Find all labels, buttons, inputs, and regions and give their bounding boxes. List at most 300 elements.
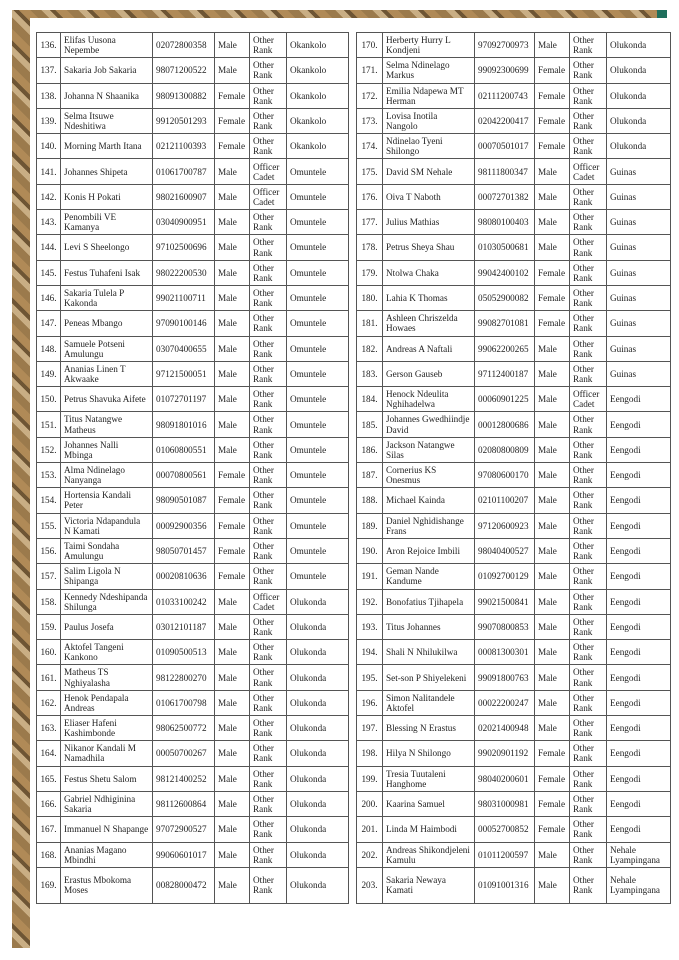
table-row	[37, 614, 349, 639]
gender-cell: Male	[535, 210, 570, 235]
row-number-cell: 149.	[37, 361, 61, 386]
rank-cell: Other Rank	[250, 791, 287, 816]
row-number-cell: 154.	[37, 488, 61, 513]
recruit-name-cell: Titus Natangwe Matheus	[61, 412, 153, 437]
recruit-name-cell: Emilia Ndapewa MT Herman	[383, 83, 475, 108]
station-cell: Eengodi	[607, 614, 671, 639]
station-cell: Olukonda	[287, 716, 349, 741]
recruit-name-cell: Cornerius KS Onesmus	[383, 463, 475, 488]
table-row	[37, 336, 349, 361]
recruit-name-cell: Levi S Sheelongo	[61, 235, 153, 260]
id-number-cell: 01090500513	[153, 640, 215, 665]
rank-cell: Other Rank	[250, 437, 287, 462]
row-number-cell: 183.	[357, 361, 383, 386]
row-number-cell: 189.	[357, 513, 383, 538]
id-number-cell: 00092900356	[153, 513, 215, 538]
id-number-cell: 99020901192	[475, 741, 535, 766]
gender-cell: Female	[215, 83, 250, 108]
station-cell: Guinas	[607, 210, 671, 235]
id-number-cell: 98062500772	[153, 716, 215, 741]
table-row	[37, 463, 349, 488]
id-number-cell: 03012101187	[153, 614, 215, 639]
table-row	[37, 690, 349, 715]
station-cell: Omuntele	[287, 260, 349, 285]
station-cell: Nehale Lyampingana	[607, 867, 671, 903]
station-cell: Omuntele	[287, 513, 349, 538]
station-cell: Guinas	[607, 361, 671, 386]
gender-cell: Female	[535, 108, 570, 133]
row-number-cell: 182.	[357, 336, 383, 361]
table-row	[357, 108, 671, 133]
gender-cell: Female	[535, 311, 570, 336]
station-cell: Eengodi	[607, 564, 671, 589]
table-row	[37, 589, 349, 614]
rank-cell: Other Rank	[570, 513, 607, 538]
recruit-name-cell: Ashleen Chriszelda Howaes	[383, 311, 475, 336]
row-number-cell: 159.	[37, 614, 61, 639]
id-number-cell: 00070800561	[153, 463, 215, 488]
table-row	[357, 741, 671, 766]
gender-cell: Male	[535, 488, 570, 513]
gender-cell: Male	[535, 867, 570, 903]
station-cell: Guinas	[607, 260, 671, 285]
row-number-cell: 171.	[357, 58, 383, 83]
gender-cell: Male	[535, 640, 570, 665]
station-cell: Olukonda	[287, 867, 349, 903]
station-cell: Olukonda	[287, 665, 349, 690]
id-number-cell: 97072900527	[153, 817, 215, 842]
row-number-cell: 137.	[37, 58, 61, 83]
row-number-cell: 203.	[357, 867, 383, 903]
rank-cell: Other Rank	[250, 108, 287, 133]
gender-cell: Male	[535, 159, 570, 184]
rank-cell: Other Rank	[250, 513, 287, 538]
row-number-cell: 192.	[357, 589, 383, 614]
recruit-name-cell: Matheus TS Nghiyalasha	[61, 665, 153, 690]
rank-cell: Other Rank	[570, 361, 607, 386]
rank-cell: Other Rank	[250, 387, 287, 412]
station-cell: Olukonda	[287, 766, 349, 791]
id-number-cell: 97112400187	[475, 361, 535, 386]
rank-cell: Other Rank	[570, 665, 607, 690]
recruit-table-right-body	[357, 33, 671, 904]
gender-cell: Male	[535, 361, 570, 386]
table-row	[37, 311, 349, 336]
rank-cell: Other Rank	[570, 134, 607, 159]
recruit-name-cell: Peneas Mbango	[61, 311, 153, 336]
recruit-name-cell: Simon Nalitandele Aktofel	[383, 690, 475, 715]
recruit-name-cell: Henock Ndeulita Nghihadelwa	[383, 387, 475, 412]
station-cell: Guinas	[607, 159, 671, 184]
id-number-cell: 99082701081	[475, 311, 535, 336]
gender-cell: Female	[535, 58, 570, 83]
row-number-cell: 161.	[37, 665, 61, 690]
row-number-cell: 151.	[37, 412, 61, 437]
rank-cell: Other Rank	[250, 58, 287, 83]
gender-cell: Male	[215, 336, 250, 361]
rank-cell: Other Rank	[570, 766, 607, 791]
table-row	[357, 83, 671, 108]
table-row	[37, 361, 349, 386]
rank-cell: Other Rank	[570, 83, 607, 108]
row-number-cell: 201.	[357, 817, 383, 842]
id-number-cell: 97120600923	[475, 513, 535, 538]
gender-cell: Male	[535, 336, 570, 361]
id-number-cell: 98040400527	[475, 538, 535, 563]
station-cell: Omuntele	[287, 387, 349, 412]
row-number-cell: 145.	[37, 260, 61, 285]
rank-cell: Other Rank	[250, 488, 287, 513]
table-row	[357, 285, 671, 310]
rank-cell: Other Rank	[570, 791, 607, 816]
gender-cell: Male	[535, 387, 570, 412]
id-number-cell: 00022200247	[475, 690, 535, 715]
recruit-name-cell: Ndinelao Tyeni Shilongo	[383, 134, 475, 159]
gender-cell: Male	[215, 817, 250, 842]
row-number-cell: 165.	[37, 766, 61, 791]
table-row	[37, 108, 349, 133]
row-number-cell: 175.	[357, 159, 383, 184]
gender-cell: Female	[535, 285, 570, 310]
rank-cell: Other Rank	[250, 412, 287, 437]
gender-cell: Male	[215, 867, 250, 903]
station-cell: Olukonda	[607, 134, 671, 159]
id-number-cell: 99062200265	[475, 336, 535, 361]
id-number-cell: 01092700129	[475, 564, 535, 589]
recruit-name-cell: Set-son P Shiyelekeni	[383, 665, 475, 690]
rank-cell: Other Rank	[250, 336, 287, 361]
id-number-cell: 01091001316	[475, 867, 535, 903]
row-number-cell: 167.	[37, 817, 61, 842]
gender-cell: Male	[535, 538, 570, 563]
row-number-cell: 190.	[357, 538, 383, 563]
recruit-name-cell: David SM Nehale	[383, 159, 475, 184]
row-number-cell: 177.	[357, 210, 383, 235]
table-row	[37, 412, 349, 437]
table-row	[357, 538, 671, 563]
rank-cell: Other Rank	[250, 134, 287, 159]
recruit-name-cell: Morning Marth Itana	[61, 134, 153, 159]
gender-cell: Male	[535, 564, 570, 589]
recruit-name-cell: Kaarina Samuel	[383, 791, 475, 816]
table-row	[37, 817, 349, 842]
gender-cell: Male	[215, 437, 250, 462]
rank-cell: Other Rank	[570, 33, 607, 58]
table-row	[357, 437, 671, 462]
station-cell: Eengodi	[607, 640, 671, 665]
id-number-cell: 01072701197	[153, 387, 215, 412]
recruit-name-cell: Blessing N Erastus	[383, 716, 475, 741]
id-number-cell: 99120501293	[153, 108, 215, 133]
row-number-cell: 143.	[37, 210, 61, 235]
recruit-table-left	[36, 32, 349, 904]
table-row	[357, 488, 671, 513]
table-row	[357, 513, 671, 538]
row-number-cell: 174.	[357, 134, 383, 159]
table-row	[37, 58, 349, 83]
row-number-cell: 186.	[357, 437, 383, 462]
rank-cell: Other Rank	[570, 58, 607, 83]
table-row	[357, 412, 671, 437]
id-number-cell: 02021400948	[475, 716, 535, 741]
rank-cell: Other Rank	[570, 741, 607, 766]
station-cell: Olukonda	[607, 83, 671, 108]
row-number-cell: 163.	[37, 716, 61, 741]
table-row	[37, 538, 349, 563]
recruit-name-cell: Elifas Uusona Nepembe	[61, 33, 153, 58]
station-cell: Olukonda	[607, 33, 671, 58]
table-row	[37, 867, 349, 903]
recruit-name-cell: Gerson Gauseb	[383, 361, 475, 386]
rank-cell: Other Rank	[570, 842, 607, 867]
row-number-cell: 195.	[357, 665, 383, 690]
row-number-cell: 172.	[357, 83, 383, 108]
table-row	[357, 463, 671, 488]
recruit-name-cell: Sakaria Tulela P Kakonda	[61, 285, 153, 310]
gender-cell: Male	[215, 387, 250, 412]
station-cell: Okankolo	[287, 58, 349, 83]
row-number-cell: 202.	[357, 842, 383, 867]
table-row	[37, 488, 349, 513]
table-row	[37, 791, 349, 816]
id-number-cell: 00072701382	[475, 184, 535, 209]
id-number-cell: 99070800853	[475, 614, 535, 639]
id-number-cell: 98112600864	[153, 791, 215, 816]
row-number-cell: 153.	[37, 463, 61, 488]
station-cell: Olukonda	[287, 614, 349, 639]
table-row	[357, 159, 671, 184]
row-number-cell: 158.	[37, 589, 61, 614]
station-cell: Eengodi	[607, 488, 671, 513]
id-number-cell: 98031000981	[475, 791, 535, 816]
station-cell: Guinas	[607, 311, 671, 336]
station-cell: Omuntele	[287, 437, 349, 462]
station-cell: Nehale Lyampingana	[607, 842, 671, 867]
station-cell: Guinas	[607, 184, 671, 209]
station-cell: Eengodi	[607, 665, 671, 690]
id-number-cell: 02042200417	[475, 108, 535, 133]
recruit-name-cell: Johanna N Shaanika	[61, 83, 153, 108]
row-number-cell: 144.	[37, 235, 61, 260]
table-row	[37, 134, 349, 159]
id-number-cell: 98071200522	[153, 58, 215, 83]
rank-cell: Other Rank	[570, 412, 607, 437]
recruit-name-cell: Daniel Nghidishange Frans	[383, 513, 475, 538]
station-cell: Eengodi	[607, 387, 671, 412]
station-cell: Eengodi	[607, 817, 671, 842]
gender-cell: Male	[215, 58, 250, 83]
rank-cell: Other Rank	[570, 437, 607, 462]
table-row	[357, 842, 671, 867]
gender-cell: Female	[535, 766, 570, 791]
row-number-cell: 191.	[357, 564, 383, 589]
gender-cell: Male	[215, 285, 250, 310]
station-cell: Okankolo	[287, 83, 349, 108]
table-row	[357, 791, 671, 816]
table-row	[357, 184, 671, 209]
gender-cell: Female	[535, 817, 570, 842]
id-number-cell: 03040900951	[153, 210, 215, 235]
recruit-name-cell: Jackson Natangwe Silas	[383, 437, 475, 462]
row-number-cell: 146.	[37, 285, 61, 310]
recruit-name-cell: Kennedy Ndeshipanda Shilunga	[61, 589, 153, 614]
station-cell: Eengodi	[607, 437, 671, 462]
table-row	[357, 716, 671, 741]
gender-cell: Female	[535, 83, 570, 108]
row-number-cell: 136.	[37, 33, 61, 58]
row-number-cell: 170.	[357, 33, 383, 58]
gender-cell: Female	[215, 488, 250, 513]
gender-cell: Female	[215, 513, 250, 538]
table-row	[357, 665, 671, 690]
station-cell: Olukonda	[287, 817, 349, 842]
rank-cell: Other Rank	[250, 716, 287, 741]
rank-cell: Other Rank	[250, 741, 287, 766]
id-number-cell: 03070400655	[153, 336, 215, 361]
recruit-name-cell: Ananias Linen T Akwaake	[61, 361, 153, 386]
id-number-cell: 99021100711	[153, 285, 215, 310]
id-number-cell: 01033100242	[153, 589, 215, 614]
rank-cell: Other Rank	[570, 614, 607, 639]
table-row	[37, 665, 349, 690]
recruit-name-cell: Alma Ndinelago Nanyanga	[61, 463, 153, 488]
row-number-cell: 156.	[37, 538, 61, 563]
id-number-cell: 98021600907	[153, 184, 215, 209]
recruit-name-cell: Victoria Ndapandula N Kamati	[61, 513, 153, 538]
table-row	[37, 235, 349, 260]
rank-cell: Other Rank	[570, 285, 607, 310]
gender-cell: Male	[215, 741, 250, 766]
gender-cell: Female	[215, 108, 250, 133]
table-row	[37, 159, 349, 184]
table-row	[357, 817, 671, 842]
rank-cell: Other Rank	[570, 690, 607, 715]
station-cell: Eengodi	[607, 716, 671, 741]
id-number-cell: 01061700787	[153, 159, 215, 184]
station-cell: Omuntele	[287, 184, 349, 209]
recruit-name-cell: Festus Tuhafeni Isak	[61, 260, 153, 285]
table-row	[357, 867, 671, 903]
gender-cell: Male	[535, 716, 570, 741]
table-row	[37, 640, 349, 665]
row-number-cell: 200.	[357, 791, 383, 816]
gender-cell: Male	[215, 614, 250, 639]
row-number-cell: 173.	[357, 108, 383, 133]
rank-cell: Other Rank	[250, 564, 287, 589]
id-number-cell: 98121400252	[153, 766, 215, 791]
recruit-name-cell: Eliaser Hafeni Kashimbonde	[61, 716, 153, 741]
table-row	[37, 387, 349, 412]
row-number-cell: 187.	[357, 463, 383, 488]
rank-cell: Other Rank	[570, 184, 607, 209]
table-row	[357, 361, 671, 386]
id-number-cell: 00060901225	[475, 387, 535, 412]
rank-cell: Other Rank	[570, 538, 607, 563]
row-number-cell: 140.	[37, 134, 61, 159]
station-cell: Olukonda	[607, 58, 671, 83]
row-number-cell: 139.	[37, 108, 61, 133]
gender-cell: Male	[535, 412, 570, 437]
table-row	[37, 741, 349, 766]
recruit-name-cell: Tresia Tuutaleni Hanghome	[383, 766, 475, 791]
station-cell: Omuntele	[287, 463, 349, 488]
recruit-name-cell: Johannes Gwedhiindje David	[383, 412, 475, 437]
table-row	[357, 58, 671, 83]
id-number-cell: 00081300301	[475, 640, 535, 665]
rank-cell: Other Rank	[250, 665, 287, 690]
station-cell: Olukonda	[287, 741, 349, 766]
gender-cell: Male	[215, 791, 250, 816]
gender-cell: Male	[535, 690, 570, 715]
station-cell: Guinas	[607, 285, 671, 310]
table-row	[357, 640, 671, 665]
id-number-cell: 02072800358	[153, 33, 215, 58]
station-cell: Omuntele	[287, 210, 349, 235]
recruit-name-cell: Oiva T Naboth	[383, 184, 475, 209]
id-number-cell: 97102500696	[153, 235, 215, 260]
recruit-name-cell: Salim Ligola N Shipanga	[61, 564, 153, 589]
station-cell: Okankolo	[287, 134, 349, 159]
id-number-cell: 98122800270	[153, 665, 215, 690]
station-cell: Omuntele	[287, 412, 349, 437]
table-row	[37, 184, 349, 209]
table-row	[37, 210, 349, 235]
id-number-cell: 02121100393	[153, 134, 215, 159]
recruit-name-cell: Aktofel Tangeni Kankono	[61, 640, 153, 665]
id-number-cell: 97121500051	[153, 361, 215, 386]
rank-cell: Other Rank	[570, 463, 607, 488]
station-cell: Olukonda	[287, 589, 349, 614]
row-number-cell: 196.	[357, 690, 383, 715]
id-number-cell: 97080600170	[475, 463, 535, 488]
row-number-cell: 138.	[37, 83, 61, 108]
recruit-name-cell: Erastus Mbokoma Moses	[61, 867, 153, 903]
gender-cell: Female	[215, 564, 250, 589]
row-number-cell: 164.	[37, 741, 61, 766]
recruit-name-cell: Immanuel N Shapange	[61, 817, 153, 842]
id-number-cell: 01061700798	[153, 690, 215, 715]
table-row	[357, 210, 671, 235]
recruit-table-right	[356, 32, 671, 904]
gender-cell: Male	[215, 640, 250, 665]
table-row	[357, 235, 671, 260]
row-number-cell: 142.	[37, 184, 61, 209]
rank-cell: Other Rank	[250, 690, 287, 715]
station-cell: Olukonda	[287, 791, 349, 816]
rank-cell: Other Rank	[570, 336, 607, 361]
rank-cell: Other Rank	[250, 235, 287, 260]
id-number-cell: 00012800686	[475, 412, 535, 437]
table-row	[37, 766, 349, 791]
gender-cell: Male	[535, 235, 570, 260]
id-number-cell: 98080100403	[475, 210, 535, 235]
rank-cell: Other Rank	[570, 108, 607, 133]
id-number-cell: 05052900082	[475, 285, 535, 310]
table-row	[357, 614, 671, 639]
table-row	[37, 33, 349, 58]
gender-cell: Male	[535, 665, 570, 690]
gender-cell: Male	[215, 260, 250, 285]
rank-cell: Officer Cadet	[250, 184, 287, 209]
rank-cell: Officer Cadet	[570, 387, 607, 412]
station-cell: Omuntele	[287, 159, 349, 184]
station-cell: Eengodi	[607, 690, 671, 715]
gender-cell: Female	[535, 260, 570, 285]
rank-cell: Other Rank	[250, 766, 287, 791]
recruit-name-cell: Petrus Sheya Shau	[383, 235, 475, 260]
row-number-cell: 166.	[37, 791, 61, 816]
row-number-cell: 185.	[357, 412, 383, 437]
